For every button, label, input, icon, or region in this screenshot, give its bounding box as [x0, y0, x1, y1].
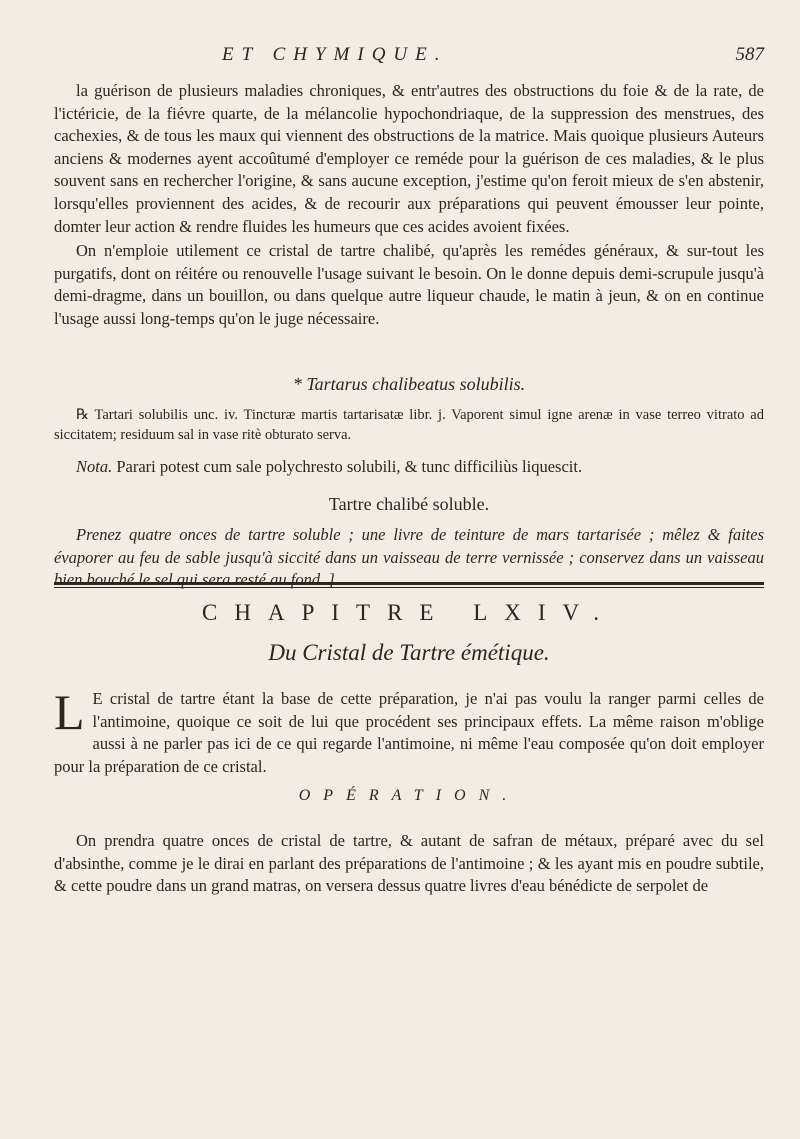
formula-title: * Tartarus chalibeatus solubilis.	[292, 374, 526, 394]
drop-cap: L	[54, 684, 85, 740]
chapter-intro-text: E cristal de tartre étant la base de cette préparation, je n'ai pas voulu la ranger parmi celles de l'antimoine, quoique ce soit de lui que procédent ses principaux effets. La même raison m'oblige aussi à ne parler pas ici de ce qui regarde l'antimoine, ni même l'eau composée qu'on doit employer pour la préparation de ce cristal.	[54, 689, 764, 776]
chapter-heading: CHAPITRE LXIV.	[202, 600, 616, 625]
chapter-rule-thin	[54, 587, 764, 588]
operation-heading: OPÉRATION.	[298, 787, 520, 804]
nota-paragraph	[54, 456, 764, 479]
nota-label: Nota.	[76, 457, 113, 476]
chapter-rule-thick	[54, 582, 764, 585]
running-title: ET CHYMIQUE.	[222, 44, 448, 65]
french-recipe-text: Prenez quatre onces de tartre soluble ; une livre de teinture de mars tartarisée ; mêlez & faites évaporer au feu de sable jusqu'à siccité dans un vaisseau de terre vernissée ; conservez dans un vaisseau bien bouché le sel qui sera resté au fond. ]	[54, 525, 764, 590]
chapter-intro	[54, 684, 764, 778]
page-number: 587	[735, 44, 764, 65]
nota-text: Parari potest cum sale polychresto solubili, & tunc difficiliùs liquescit.	[116, 457, 583, 476]
operation-paragraph: On prendra quatre onces de cristal de tartre, & autant de safran de métaux, préparé avec du sel d'absinthe, comme je le dirai en parlant des préparations de l'antimoine ; & les ayant mis en poudre subtile, & cette poudre dans un grand matras, on versera dessus quatre livres d'eau bénédicte de serpolet de	[54, 831, 764, 896]
chapter-title: Du Cristal de Tartre émétique.	[268, 640, 550, 665]
paragraph-obstructions: la guérison de plusieurs maladies chroniques, & entr'autres des obstructions du foie & de la rate, de l'ictéricie, de la fiévre quarte, de la mélancolie hypochondriaque, de la suppression des menstrues, des cachexies, & de tous les maux qui viennent des obstructions de la matrice. Mais quoique plusieurs Auteurs anciens & modernes ayent accoûtumé d'employer ce reméde pour la guérison de ces maladies, & le plus souvent sans en rechercher l'origine, & sans aucune exception, j'estime qu'on feroit mieux de s'en abstenir, lorsqu'elles proviennent des acides, & de recourir aux préparations qui peuvent émousser leur pointe, domter leur action & rendre fluides les humeurs que ces acides avoient fixées.	[54, 81, 764, 236]
running-head	[0, 44, 800, 70]
french-recipe-title: Tartre chalibé soluble.	[328, 494, 490, 514]
paragraph-usage: On n'emploie utilement ce cristal de tartre chalibé, qu'après les remédes généraux, & sur-tout les purgatifs, dont on réitére ou renouvelle l'usage suivant le besoin. On le donne depuis demi-scrupule jusqu'à demi-dragme, dans un bouillon, ou dans quelque autre liqueur chaude, le matin à jeun, & on en continue l'usage aussi long-temps qu'on le juge nécessaire.	[54, 241, 764, 328]
formula-text: ℞ Tartari solubilis unc. iv. Tincturæ martis tartarisatæ libr. j. Vaporent simul igne arenæ in vase terreo vitrato ad siccitatem; residuum sal in vase ritè obturato serva.	[54, 407, 764, 443]
